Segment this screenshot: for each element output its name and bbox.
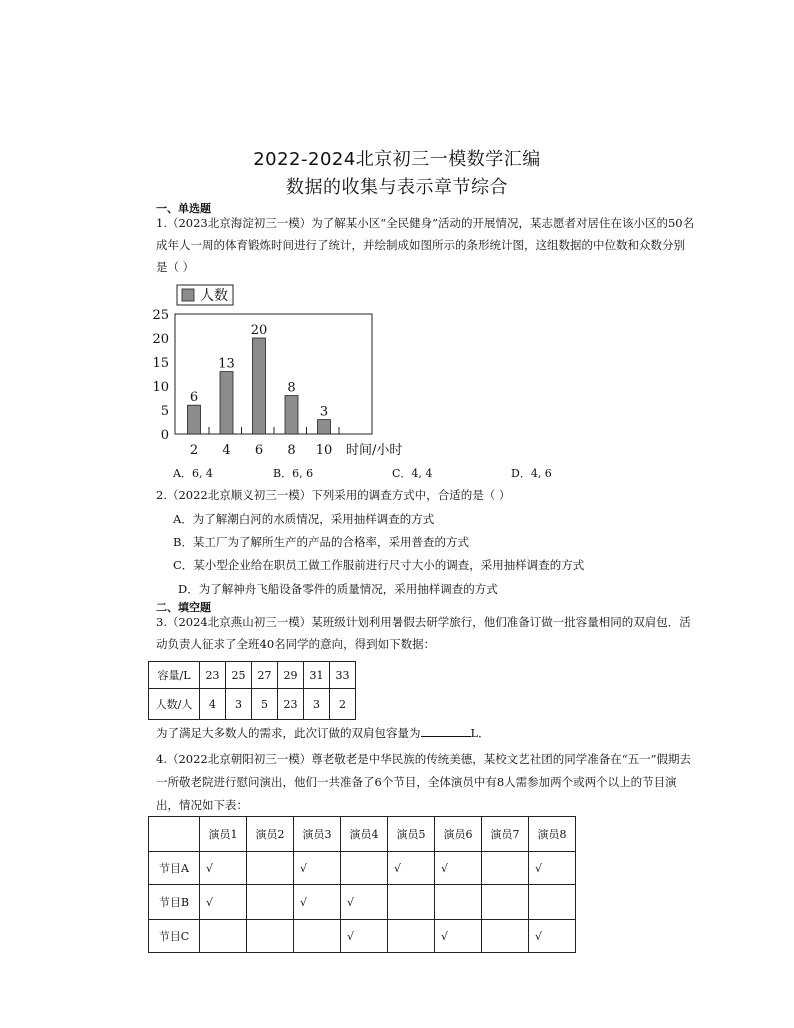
- q1-line-1: 1.（2023北京海淀初三一模）为了解某小区“全民健身”活动的开展情况，某志愿者对居住在该小区的50名: [156, 216, 695, 230]
- table-cell: [247, 885, 294, 920]
- q3-line-1: 3.（2024北京燕山初三一模）某班级计划利用暑假去研学旅行，他们准备订做一批容量相同的双肩包．活: [156, 615, 691, 629]
- table-cell: √: [341, 885, 388, 920]
- table-cell: √: [294, 852, 341, 885]
- y-tick-label: 25: [152, 308, 169, 323]
- q3-unit: L．: [470, 726, 490, 740]
- title-line-1: 2022-2024北京初三一模数学汇编: [253, 149, 541, 170]
- table-cell: 演员6: [435, 817, 482, 852]
- table-cell: 3: [226, 689, 252, 720]
- legend-label: 人数: [200, 288, 228, 304]
- table-row: [149, 885, 576, 920]
- table-cell: [247, 852, 294, 885]
- section-fill-blank: 二、填空题: [156, 601, 211, 614]
- x-axis-label: 时间/小时: [346, 443, 403, 458]
- table-cell: [482, 852, 529, 885]
- table-cell: 33: [330, 662, 356, 689]
- table-cell: [482, 920, 529, 953]
- table-cell: 节目A: [149, 852, 200, 885]
- y-tick-label: 10: [152, 380, 169, 395]
- table-cell: [388, 885, 435, 920]
- table-cell: √: [529, 920, 576, 953]
- table-cell: √: [435, 920, 482, 953]
- legend-swatch: [182, 289, 194, 301]
- table-cell: √: [529, 852, 576, 885]
- table-cell: [247, 920, 294, 953]
- title-line-2: 数据的收集与表示章节综合: [286, 177, 508, 198]
- table-cell: 5: [252, 689, 278, 720]
- table-cell: 29: [278, 662, 304, 689]
- section-single-choice: 一、单选题: [156, 202, 211, 215]
- table-cell: 2: [330, 689, 356, 720]
- bar-chart: [140, 282, 440, 462]
- table-cell: 4: [200, 689, 226, 720]
- table-cell: √: [435, 852, 482, 885]
- table-cell: 27: [252, 662, 278, 689]
- bar: [220, 372, 233, 434]
- table-cell: [149, 817, 200, 852]
- table-cell: √: [294, 885, 341, 920]
- table-cell: [388, 920, 435, 953]
- x-tick-label: 4: [222, 443, 231, 458]
- q1-line-2: 成年人一周的体育锻炼时间进行了统计，并绘制成如图所示的条形统计图，这组数据的中位数和众数分别: [156, 238, 685, 252]
- q1-option-c[interactable]: C．4, 4: [392, 467, 433, 480]
- table-cell: [341, 852, 388, 885]
- table-cell: 演员4: [341, 817, 388, 852]
- table-cell: 节目B: [149, 885, 200, 920]
- count-row: [149, 689, 356, 720]
- table-cell: [200, 920, 247, 953]
- bar-value-label: 8: [287, 380, 296, 396]
- table-cell: 演员8: [529, 817, 576, 852]
- table-cell: √: [200, 885, 247, 920]
- table-cell: 演员2: [247, 817, 294, 852]
- bar-value-label: 6: [189, 390, 199, 406]
- table-cell: [435, 885, 482, 920]
- table-cell: 演员1: [200, 817, 247, 852]
- q2-option-a[interactable]: A．为了解潮白河的水质情况，采用抽样调查的方式: [173, 512, 435, 526]
- table-row: [149, 852, 576, 885]
- q4-line-1: 4.（2022北京朝阳初三一模）尊老敬老是中华民族的传统美德，某校文艺社团的同学准备在“五一”假期去: [156, 752, 691, 766]
- capacity-table: [148, 661, 356, 720]
- bar-value-label: 3: [319, 404, 329, 420]
- table-cell: √: [200, 852, 247, 885]
- y-tick-label: 20: [152, 332, 169, 347]
- capacity-row: [149, 662, 356, 689]
- bar: [285, 396, 298, 434]
- x-tick-label: 2: [189, 443, 199, 458]
- table-cell: 人数/人: [149, 689, 200, 720]
- q1-line-3: 是（ ）: [156, 260, 195, 274]
- question-3: [156, 611, 726, 655]
- table-cell: [482, 885, 529, 920]
- table-cell: √: [341, 920, 388, 953]
- plot-frame: [175, 314, 372, 434]
- table-cell: 演员5: [388, 817, 435, 852]
- table-cell: [529, 885, 576, 920]
- bar: [253, 338, 266, 434]
- table-row: [149, 920, 576, 953]
- x-tick-label: 8: [287, 443, 296, 458]
- bar: [188, 405, 201, 434]
- x-tick-label: 10: [315, 443, 333, 458]
- q1-option-b[interactable]: B．6, 6: [273, 467, 314, 480]
- table-cell: 25: [226, 662, 252, 689]
- question-4: [156, 748, 726, 817]
- q4-line-2: 一所敬老院进行慰问演出，他们一共准备了6个节目，全体演员中有8人需参加两个或两个以上的节目演: [156, 775, 677, 789]
- x-tick-label: 6: [254, 443, 264, 458]
- q3-line-2: 动负责人征求了全班40名同学的意向，得到如下数据：: [156, 637, 436, 651]
- question-1: [156, 212, 716, 278]
- table-cell: 31: [304, 662, 330, 689]
- bar-value-label: 13: [218, 356, 235, 372]
- table-cell: 23: [200, 662, 226, 689]
- bar-value-label: 20: [250, 323, 268, 338]
- table-cell: 演员3: [294, 817, 341, 852]
- q1-option-d[interactable]: D．4, 6: [511, 467, 552, 480]
- table-cell: 3: [304, 689, 330, 720]
- q3-answer-line: [156, 722, 490, 744]
- q2-option-c[interactable]: C．某小型企业给在职员工做工作服前进行尺寸大小的调查，采用抽样调查的方式: [173, 558, 585, 572]
- performer-header-row: [149, 817, 576, 852]
- y-tick-label: 5: [160, 404, 169, 419]
- q1-option-a[interactable]: A．6, 4: [173, 467, 213, 480]
- table-cell: 节目C: [149, 920, 200, 953]
- performer-table: [148, 816, 576, 953]
- q3-after-text: 为了满足大多数人的需求，此次订做的双肩包容量为: [156, 726, 421, 740]
- table-cell: √: [388, 852, 435, 885]
- table-cell: [294, 920, 341, 953]
- q2-option-b[interactable]: B．某工厂为了解所生产的产品的合格率，采用普查的方式: [173, 535, 469, 549]
- table-cell: 演员7: [482, 817, 529, 852]
- q2-stem: 2.（2022北京顺义初三一模）下列采用的调查方式中，合适的是（ ）: [156, 488, 511, 502]
- table-cell: 23: [278, 689, 304, 720]
- y-tick-label: 15: [152, 356, 169, 371]
- answer-blank[interactable]: [421, 724, 471, 737]
- y-tick-label: 0: [160, 428, 169, 443]
- bar: [318, 420, 331, 434]
- q4-line-3: 出，情况如下表：: [156, 798, 248, 812]
- q2-option-d[interactable]: D．为了解神舟飞船设备零件的质量情况，采用抽样调查的方式: [178, 582, 498, 596]
- table-cell: 容量/L: [149, 662, 200, 689]
